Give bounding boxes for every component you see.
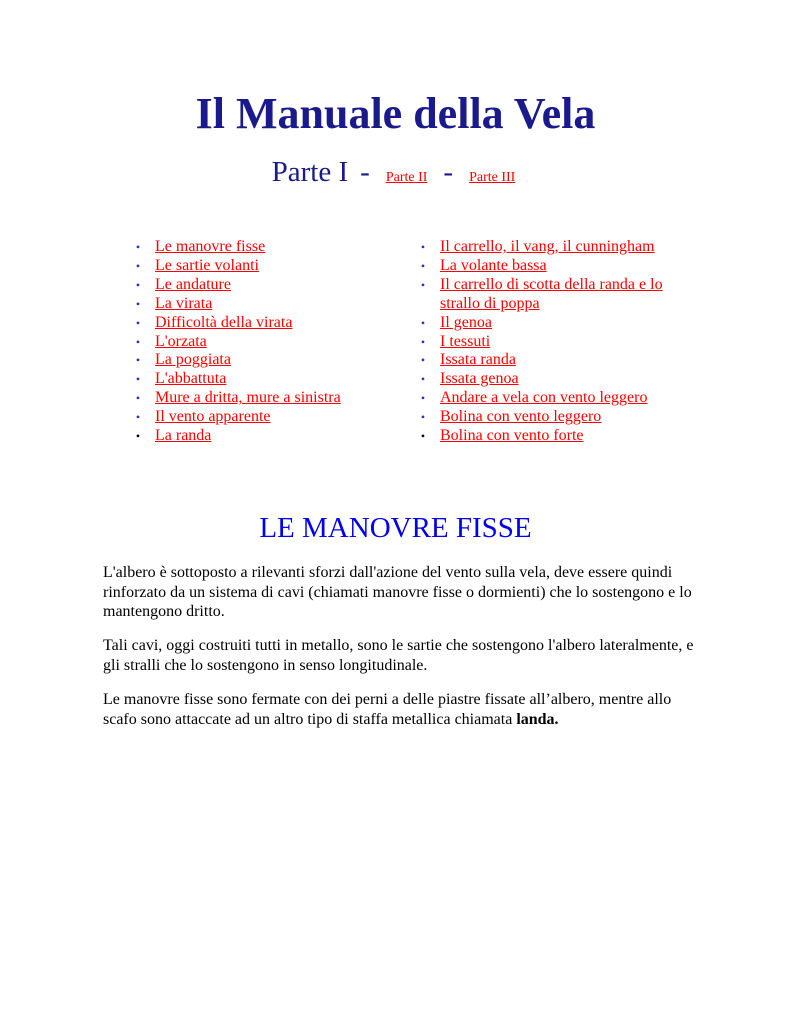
toc-link[interactable]: L'orzata	[155, 332, 207, 350]
toc-link[interactable]: La poggiata	[155, 351, 231, 369]
toc-item	[133, 370, 403, 389]
toc-link[interactable]: La virata	[155, 294, 213, 312]
bullet-icon: •	[420, 391, 426, 406]
bullet-icon: •	[135, 240, 141, 254]
toc-item	[133, 427, 403, 446]
toc-item	[418, 257, 688, 276]
bullet-icon: •	[420, 258, 426, 273]
toc-link[interactable]: L'abbattuta	[155, 370, 227, 388]
toc-link[interactable]: La randa	[155, 427, 212, 445]
bullet-icon: •	[420, 240, 426, 254]
toc-item	[133, 276, 403, 295]
toc-link[interactable]: Le manovre fisse	[155, 238, 266, 255]
part-2-link[interactable]: Parte II	[385, 170, 428, 185]
toc-link[interactable]: Difficoltà della virata	[155, 313, 293, 331]
toc-link[interactable]: Il vento apparente	[155, 408, 271, 426]
toc-link[interactable]: La volante bassa	[440, 256, 547, 274]
toc-left-column	[133, 238, 403, 446]
toc-item	[418, 427, 688, 446]
bold-term: landa.	[516, 710, 559, 728]
bullet-icon: •	[420, 353, 426, 368]
section-heading: LE MANOVRE FISSE	[259, 512, 532, 544]
bullet-icon: •	[135, 429, 141, 444]
toc-link[interactable]: Le andature	[155, 275, 231, 293]
part-navigation	[0, 152, 791, 198]
bullet-icon: •	[420, 410, 426, 425]
toc-item	[133, 314, 403, 333]
body-paragraph: Tali cavi, oggi costruiti tutti in metallo, sono le sartie che sostengono l'albero lateralmente, e gli stralli che lo sostengono in senso longitudinale.	[103, 637, 694, 674]
bullet-icon: •	[135, 296, 141, 311]
toc-item	[418, 333, 688, 352]
part-separator: -	[360, 156, 370, 188]
toc-link[interactable]: Bolina con vento leggero	[440, 408, 602, 426]
page-title: Il Manuale della Vela	[195, 89, 596, 138]
current-part-label: Parte I	[271, 156, 349, 188]
bullet-icon: •	[135, 277, 141, 292]
toc-link[interactable]: Il carrello, il vang, il cunningham	[440, 238, 655, 255]
toc-link[interactable]: Mure a dritta, mure a sinistra	[155, 389, 341, 407]
bullet-icon: •	[420, 277, 426, 292]
toc-item	[133, 389, 403, 408]
bullet-icon: •	[135, 334, 141, 349]
toc-item	[418, 276, 688, 314]
toc-right-column	[418, 238, 688, 446]
body-paragraph	[103, 690, 703, 729]
toc-link[interactable]: Il genoa	[440, 313, 492, 331]
bullet-icon: •	[135, 410, 141, 425]
toc-link[interactable]: Il carrello di scotta della randa e lo strallo di poppa	[440, 275, 663, 312]
part-3-link[interactable]: Parte III	[469, 170, 516, 185]
bullet-icon: •	[420, 315, 426, 330]
bullet-icon: •	[135, 391, 141, 406]
toc-item	[418, 351, 688, 370]
toc-item	[418, 370, 688, 389]
toc-item	[133, 408, 403, 427]
body-paragraph: L'albero è sottoposto a rilevanti sforzi dall'azione del vento sulla vela, deve essere quindi rinforzato da un sistema di cavi (chiamati manovre fisse o dormienti) che lo sostengono e lo mantengono dritto.	[103, 564, 692, 620]
toc-item	[418, 408, 688, 427]
toc-item	[133, 333, 403, 352]
bullet-icon: •	[420, 372, 426, 387]
bullet-icon: •	[135, 258, 141, 273]
toc-item	[133, 295, 403, 314]
toc-item	[418, 389, 688, 408]
toc-item	[133, 351, 403, 370]
toc-item	[133, 257, 403, 276]
bullet-icon: •	[420, 429, 426, 444]
toc-link[interactable]: Issata randa	[440, 351, 516, 369]
toc-link[interactable]: Andare a vela con vento leggero	[440, 389, 648, 407]
bullet-icon: •	[135, 315, 141, 330]
part-separator: -	[443, 156, 454, 188]
bullet-icon: •	[135, 353, 141, 368]
toc-item	[133, 238, 403, 257]
bullet-icon: •	[135, 372, 141, 387]
toc-link[interactable]: Bolina con vento forte	[440, 427, 584, 445]
toc-link[interactable]: Le sartie volanti	[155, 256, 259, 274]
toc-item	[418, 314, 688, 333]
paragraph-text: Le manovre fisse sono fermate con dei perni a delle piastre fissate all’albero, mentre allo scafo sono attaccate ad un altro tipo di staffa metallica chiamata	[103, 691, 672, 728]
bullet-icon: •	[420, 334, 426, 349]
toc-item	[418, 238, 688, 257]
toc-link[interactable]: I tessuti	[440, 332, 491, 350]
toc-link[interactable]: Issata genoa	[440, 370, 519, 388]
